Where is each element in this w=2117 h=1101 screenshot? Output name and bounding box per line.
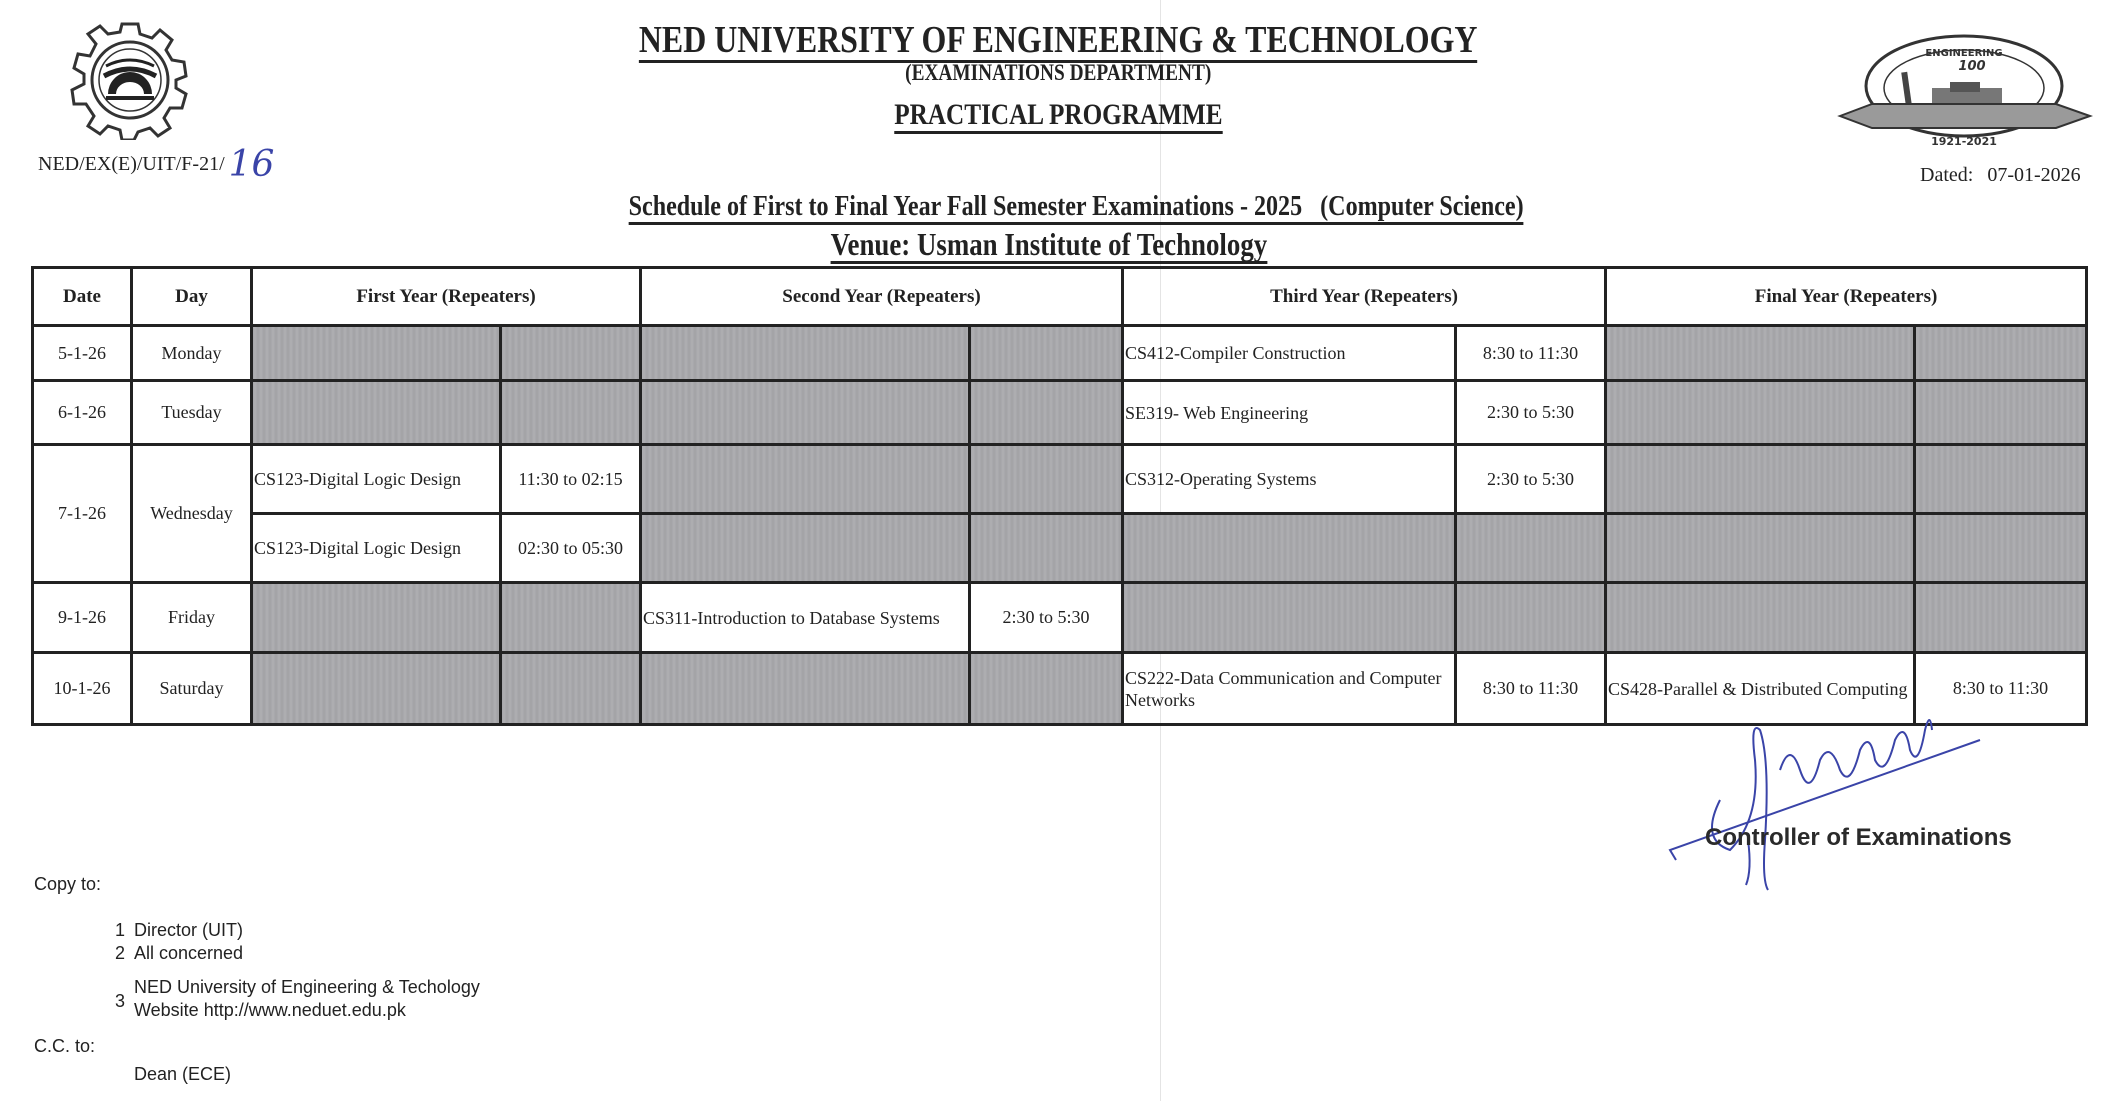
day-cell: Friday — [132, 583, 252, 653]
centenary-seal-icon — [1832, 30, 2097, 155]
dated-value: 07-01-2026 — [1987, 164, 2081, 186]
date-cell: 5-1-26 — [33, 326, 132, 381]
time-cell: 2:30 to 5:30 — [1456, 381, 1606, 445]
empty-slot — [641, 445, 970, 514]
empty-slot — [1606, 381, 1915, 445]
empty-slot — [252, 381, 501, 445]
table-header-row — [33, 268, 2087, 326]
dated-label: Dated: — [1920, 164, 1974, 186]
svg-text:100: 100 — [1958, 59, 1986, 74]
signature-icon — [1660, 700, 2000, 900]
copy-to-website: Website http://www.neduet.edu.pk — [134, 1000, 406, 1020]
col-header-date: Date — [33, 268, 132, 326]
copy-to-label: Copy to: — [34, 874, 102, 894]
empty-slot — [970, 445, 1123, 514]
empty-slot — [252, 653, 501, 725]
reference-number — [38, 138, 275, 185]
col-header-first-year: First Year (Repeaters) — [252, 268, 641, 326]
subject-cell: CS123-Digital Logic Design — [252, 514, 501, 583]
copy-to-item: 2 All concerned — [115, 943, 244, 963]
empty-slot — [1456, 514, 1606, 583]
day-cell: Wednesday — [132, 445, 252, 583]
subject-cell: CS311-Introduction to Database Systems — [641, 583, 970, 653]
col-header-day: Day — [132, 268, 252, 326]
exam-schedule-table — [31, 266, 2088, 726]
subject-cell: CS222-Data Communication and Computer Networks — [1123, 653, 1456, 725]
department-subtitle: (EXAMINATIONS DEPARTMENT) — [905, 60, 1212, 85]
day-cell: Saturday — [132, 653, 252, 725]
signatory-title: Controller of Examinations — [1705, 824, 2012, 851]
subject-cell: CS412-Compiler Construction — [1123, 326, 1456, 381]
empty-slot — [1606, 583, 1915, 653]
reference-printed: NED/EX(E)/UIT/F-21/ — [38, 153, 225, 175]
programme-title: PRACTICAL PROGRAMME — [0, 98, 2117, 134]
empty-slot — [252, 583, 501, 653]
empty-slot — [1915, 326, 2087, 381]
table-row — [33, 514, 2087, 583]
table-row — [33, 445, 2087, 514]
empty-slot — [1606, 326, 1915, 381]
copy-to-item-line: NED University of Engineering & Techology — [134, 977, 480, 997]
empty-slot — [641, 326, 970, 381]
time-cell: 8:30 to 11:30 — [1456, 653, 1606, 725]
time-cell: 8:30 to 11:30 — [1456, 326, 1606, 381]
empty-slot — [641, 514, 970, 583]
cc-item: Dean (ECE) — [134, 1064, 232, 1084]
empty-slot — [1915, 381, 2087, 445]
time-cell: 8:30 to 11:30 — [1915, 653, 2087, 725]
subject-cell: CS312-Operating Systems — [1123, 445, 1456, 514]
empty-slot — [1123, 514, 1456, 583]
empty-slot — [1606, 514, 1915, 583]
empty-slot — [501, 381, 641, 445]
date-cell: 6-1-26 — [33, 381, 132, 445]
empty-slot — [970, 514, 1123, 583]
empty-slot — [1915, 583, 2087, 653]
col-header-second-year: Second Year (Repeaters) — [641, 268, 1123, 326]
empty-slot — [1123, 583, 1456, 653]
col-header-third-year: Third Year (Repeaters) — [1123, 268, 1606, 326]
venue-title: Venue: Usman Institute of Technology — [830, 226, 1267, 262]
empty-slot — [501, 653, 641, 725]
university-title: NED UNIVERSITY OF ENGINEERING & TECHNOLOGY — [639, 19, 1478, 61]
empty-slot — [970, 381, 1123, 445]
empty-slot — [501, 326, 641, 381]
col-header-final-year: Final Year (Repeaters) — [1606, 268, 2087, 326]
time-cell: 2:30 to 5:30 — [1456, 445, 1606, 514]
reference-handwritten: 16 — [228, 144, 275, 185]
empty-slot — [252, 326, 501, 381]
day-cell: Monday — [132, 326, 252, 381]
empty-slot — [970, 326, 1123, 381]
copy-to-item: 1 Director (UIT) — [115, 920, 243, 940]
dated-line — [1920, 164, 2081, 187]
date-cell: 10-1-26 — [33, 653, 132, 725]
table-row — [33, 583, 2087, 653]
time-cell: 11:30 to 02:15 — [501, 445, 641, 514]
subject-cell: SE319- Web Engineering — [1123, 381, 1456, 445]
empty-slot — [1606, 445, 1915, 514]
empty-slot — [501, 583, 641, 653]
date-cell: 7-1-26 — [33, 445, 132, 583]
empty-slot — [641, 381, 970, 445]
cc-label: C.C. to: — [34, 1036, 96, 1056]
schedule-title: Schedule of First to Final Year Fall Semester Examinations - 2025 (Computer Science) — [18, 190, 2117, 225]
svg-text:1921-2021: 1921-2021 — [1931, 135, 1997, 148]
svg-text:ENGINEERING: ENGINEERING — [1925, 48, 2003, 59]
empty-slot — [1915, 445, 2087, 514]
table-row — [33, 381, 2087, 445]
empty-slot — [970, 653, 1123, 725]
subject-cell: CS428-Parallel & Distributed Computing — [1606, 653, 1915, 725]
time-cell: 2:30 to 5:30 — [970, 583, 1123, 653]
subject-cell: CS123-Digital Logic Design — [252, 445, 501, 514]
empty-slot — [641, 653, 970, 725]
time-cell: 02:30 to 05:30 — [501, 514, 641, 583]
day-cell: Tuesday — [132, 381, 252, 445]
empty-slot — [1456, 583, 1606, 653]
empty-slot — [1915, 514, 2087, 583]
date-cell: 9-1-26 — [33, 583, 132, 653]
table-row — [33, 326, 2087, 381]
